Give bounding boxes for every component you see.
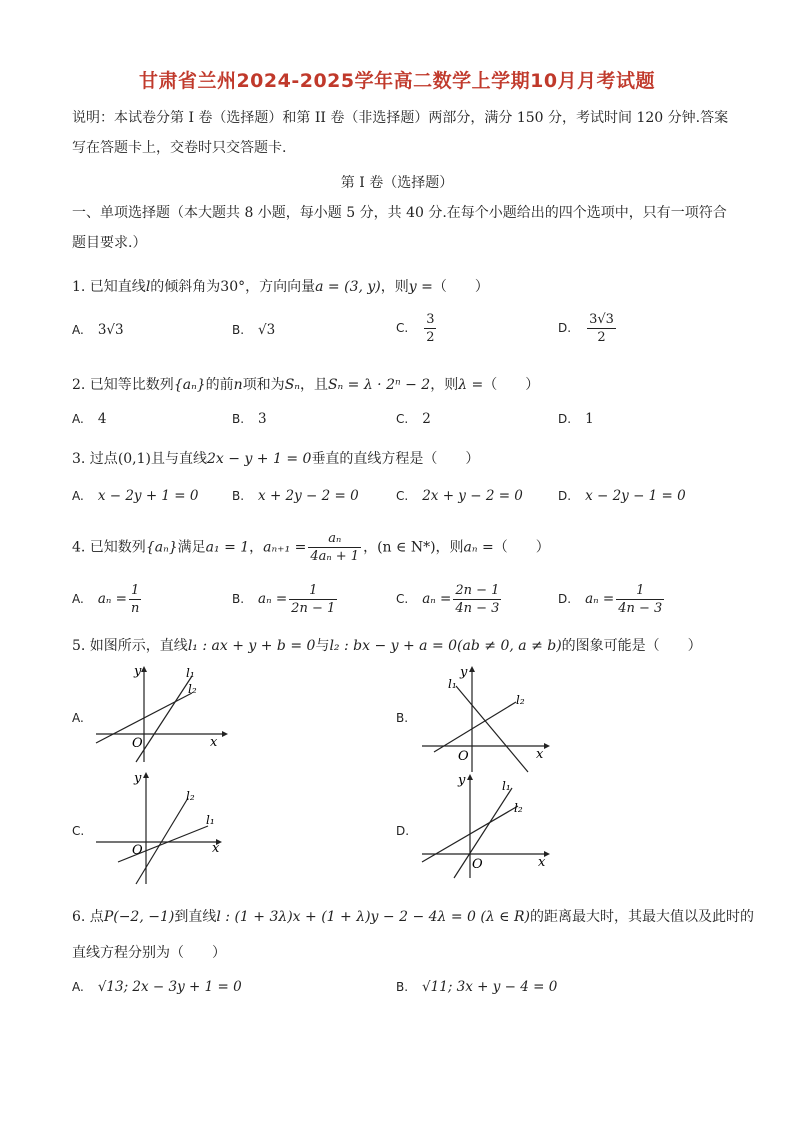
q5-graph-c xyxy=(92,766,232,888)
page-title: 甘肃省兰州2024-2025学年高二数学上学期10月月考试题 xyxy=(138,70,656,92)
y-arrow xyxy=(469,666,475,672)
q4-comma: ， xyxy=(249,539,264,556)
option-label: C. xyxy=(396,592,409,606)
option-label: A. xyxy=(72,323,84,337)
option-label: D. xyxy=(558,489,572,503)
fraction xyxy=(289,582,337,617)
q1-angle: 30° xyxy=(220,279,246,295)
y-label: y xyxy=(458,773,466,788)
option-label: D. xyxy=(396,824,410,838)
q3-option-b[interactable] xyxy=(232,488,359,504)
origin-label: O xyxy=(472,857,483,872)
line-l1 xyxy=(454,788,512,878)
option-label: A. xyxy=(72,980,84,994)
q6-text-3: 的距离最大时，其最大值以及此时的 xyxy=(530,909,754,925)
q2-text-3: 项和为 xyxy=(242,377,285,393)
denominator: 2n − 1 xyxy=(291,601,336,616)
option-label: C. xyxy=(396,412,409,426)
q6-point: P(−2, −1) xyxy=(103,909,175,925)
x-arrow xyxy=(222,731,228,737)
q3-option-c[interactable] xyxy=(396,488,523,504)
option-value: √3 xyxy=(258,322,276,338)
l1-label: l₁ xyxy=(502,779,511,793)
q5-graph-d xyxy=(418,770,558,882)
q4-option-b[interactable] xyxy=(232,582,339,617)
q2-text-5: ，则 xyxy=(430,377,459,393)
instructions xyxy=(72,103,732,163)
y-arrow xyxy=(467,774,473,780)
q6-option-a[interactable] xyxy=(72,979,242,995)
part-heading: 第 I 卷（选择题） xyxy=(340,175,454,191)
q2-text-4: ，且 xyxy=(299,377,328,393)
l2-label: l₂ xyxy=(186,789,195,803)
option-label: B. xyxy=(396,980,409,994)
line-l2 xyxy=(136,798,188,884)
x-arrow xyxy=(544,743,550,749)
q4-option-c[interactable] xyxy=(396,582,503,617)
fraction xyxy=(616,582,664,617)
origin-label: O xyxy=(132,736,143,751)
option-lhs: aₙ = xyxy=(422,591,452,607)
fraction xyxy=(129,582,141,617)
q5-text-3: 的图象可能是（ ） xyxy=(561,638,702,654)
q5-graph-a xyxy=(92,660,232,765)
q3-text-3: 垂直的直线方程是（ ） xyxy=(311,451,480,467)
q4-blank: （ ） xyxy=(493,539,550,556)
q4-sequence: {aₙ} xyxy=(145,539,178,556)
q6-text-2: 到直线 xyxy=(174,909,217,925)
y-arrow xyxy=(143,772,149,778)
option-label: D. xyxy=(558,412,572,426)
q4-a1: a₁ = 1 xyxy=(205,539,250,556)
option-value: x − 2y − 1 = 0 xyxy=(585,488,686,504)
origin-label: O xyxy=(458,749,469,764)
q4-text-2: 满足 xyxy=(177,539,206,556)
q3-text: 3. 过点 xyxy=(72,451,118,467)
denominator: 4n − 3 xyxy=(618,601,663,616)
q2-option-d[interactable] xyxy=(558,411,594,427)
question-4 xyxy=(72,530,732,565)
x-label: x xyxy=(538,855,546,870)
q5-text: 5. 如图所示，直线 xyxy=(72,638,188,654)
question-3 xyxy=(72,448,732,468)
q4-option-a[interactable] xyxy=(72,582,143,617)
numerator: 2n − 1 xyxy=(455,583,500,598)
question-1 xyxy=(72,276,732,296)
q2-sequence: {aₙ} xyxy=(173,377,206,393)
denominator: 2 xyxy=(426,330,435,345)
y-label: y xyxy=(134,771,142,786)
question-6 xyxy=(72,906,754,926)
instructions-line-1: 说明：本试卷分第 I 卷（选择题）和第 II 卷（非选择题）两部分，满分 150 分，考试时间 120 分钟.答案 xyxy=(72,110,729,126)
option-value: 3√3 xyxy=(97,322,124,338)
question-5 xyxy=(72,635,732,655)
origin-label: O xyxy=(132,843,143,858)
q1-text-3: ，方向向量 xyxy=(245,279,316,295)
q5-line-1: l₁ : ax + y + b = 0 xyxy=(187,638,316,654)
q5-text-2: 与 xyxy=(315,638,330,654)
numerator: 3√3 xyxy=(589,312,614,327)
fraction xyxy=(424,311,436,346)
denominator: 4n − 3 xyxy=(455,601,500,616)
q1-line-symbol: l xyxy=(145,279,151,295)
option-label: A. xyxy=(72,489,84,503)
numerator: 3 xyxy=(426,312,435,327)
section-heading-line-1: 一、单项选择题（本大题共 8 小题，每小题 5 分，共 40 分.在每个小题给出的四个选项中，只有一项符合 xyxy=(72,205,727,221)
option-value: √11; 3x + y − 4 = 0 xyxy=(422,979,558,995)
option-value: x + 2y − 2 = 0 xyxy=(258,488,359,504)
q2-blank: （ ） xyxy=(483,377,540,393)
q5-line-2: l₂ : bx − y + a = 0(ab ≠ 0, a ≠ b) xyxy=(329,638,562,654)
option-label: C. xyxy=(396,489,409,503)
section-heading-line-2: 题目要求.） xyxy=(72,235,147,251)
q4-text: 4. 已知数列 xyxy=(72,539,146,556)
denominator: n xyxy=(130,601,140,616)
q3-option-a[interactable] xyxy=(72,488,199,504)
q4-text-3: ，则 xyxy=(435,539,464,556)
numerator: 1 xyxy=(289,582,337,600)
q2-n: n xyxy=(233,377,243,393)
option-label: A. xyxy=(72,412,84,426)
option-value: 3 xyxy=(258,411,267,427)
option-lhs: aₙ = xyxy=(258,591,288,607)
q1-option-d[interactable] xyxy=(558,311,618,346)
l1-label: l₁ xyxy=(448,677,457,691)
option-value: √13; 2x − 3y + 1 = 0 xyxy=(97,979,242,995)
q2-lambda: λ = xyxy=(458,377,484,393)
option-value: 4 xyxy=(97,411,107,427)
q1-blank: （ ） xyxy=(432,279,489,295)
option-label: B. xyxy=(232,323,245,337)
x-label: x xyxy=(212,841,220,856)
y-label: y xyxy=(134,664,142,679)
q4-condition: ，(n ∈ N*) xyxy=(363,539,436,556)
q1-option-a[interactable] xyxy=(72,322,124,338)
question-2 xyxy=(72,374,732,394)
q1-y: y = xyxy=(408,279,433,295)
q3-option-d[interactable] xyxy=(558,488,686,504)
option-label: D. xyxy=(558,321,572,335)
question-6-line-2: 直线方程分别为（ ） xyxy=(72,945,226,961)
q6-text: 6. 点 xyxy=(72,909,104,925)
l2-label: l₂ xyxy=(514,801,523,815)
q6-line: l : (1 + 3λ)x + (1 + λ)y − 2 − 4λ = 0 (λ ∈ R) xyxy=(216,909,530,925)
y-arrow xyxy=(141,666,147,672)
q3-point: (0,1) xyxy=(117,451,152,467)
numerator: aₙ xyxy=(308,530,361,548)
l2-label: l₂ xyxy=(188,682,197,696)
q2-text-2: 的前 xyxy=(205,377,234,393)
q3-text-2: 且与直线 xyxy=(151,451,208,467)
q1-option-c[interactable] xyxy=(396,311,438,346)
x-label: x xyxy=(210,735,218,750)
q2-equation: Sₙ = λ · 2ⁿ − 2 xyxy=(327,377,431,393)
q2-s: Sₙ xyxy=(284,377,300,393)
option-label: B. xyxy=(232,592,245,606)
option-label: B. xyxy=(396,711,409,725)
y-label: y xyxy=(460,665,468,680)
q4-recurrence-fraction xyxy=(308,530,361,565)
option-label: B. xyxy=(232,412,245,426)
denominator: 4aₙ + 1 xyxy=(310,549,360,564)
fraction xyxy=(453,582,501,617)
denominator: 2 xyxy=(597,330,606,345)
q4-option-d[interactable] xyxy=(558,582,666,617)
numerator: 1 xyxy=(616,582,664,600)
q6-option-b[interactable] xyxy=(396,979,557,995)
option-label: C. xyxy=(72,824,85,838)
q1-text-2: 的倾斜角为 xyxy=(150,279,221,295)
x-label: x xyxy=(536,747,544,762)
option-label: A. xyxy=(72,711,84,725)
q3-line: 2x − y + 1 = 0 xyxy=(207,451,312,467)
option-value: x − 2y + 1 = 0 xyxy=(97,488,199,504)
q1-vector: a = (3, y) xyxy=(315,279,381,295)
fraction xyxy=(587,311,616,346)
option-label: C. xyxy=(396,321,409,335)
option-label: D. xyxy=(558,592,572,606)
option-label: A. xyxy=(72,592,84,606)
l1-label: l₁ xyxy=(206,813,215,827)
option-value: 2 xyxy=(422,411,431,427)
option-lhs: aₙ = xyxy=(97,591,127,607)
l2-label: l₂ xyxy=(516,693,525,707)
q2-option-a[interactable] xyxy=(72,411,106,427)
q1-text: 1. 已知直线 xyxy=(72,279,146,295)
q1-option-b[interactable] xyxy=(232,322,275,338)
option-value: 1 xyxy=(585,411,594,427)
q4-recurrence-lhs: aₙ₊₁ = xyxy=(263,539,307,556)
q4-an: aₙ = xyxy=(463,539,494,556)
q2-option-c[interactable] xyxy=(396,411,431,427)
option-lhs: aₙ = xyxy=(585,591,615,607)
option-label: B. xyxy=(232,489,245,503)
instructions-line-2: 写在答题卡上，交卷时只交答题卡. xyxy=(72,140,287,156)
q2-text: 2. 已知等比数列 xyxy=(72,377,174,393)
section-heading xyxy=(72,198,732,258)
numerator: 1 xyxy=(129,582,141,600)
option-value: 2x + y − 2 = 0 xyxy=(422,488,523,504)
l1-label: l₁ xyxy=(186,666,195,680)
q1-text-4: ，则 xyxy=(380,279,409,295)
q2-option-b[interactable] xyxy=(232,411,267,427)
q5-graph-b xyxy=(418,660,558,775)
